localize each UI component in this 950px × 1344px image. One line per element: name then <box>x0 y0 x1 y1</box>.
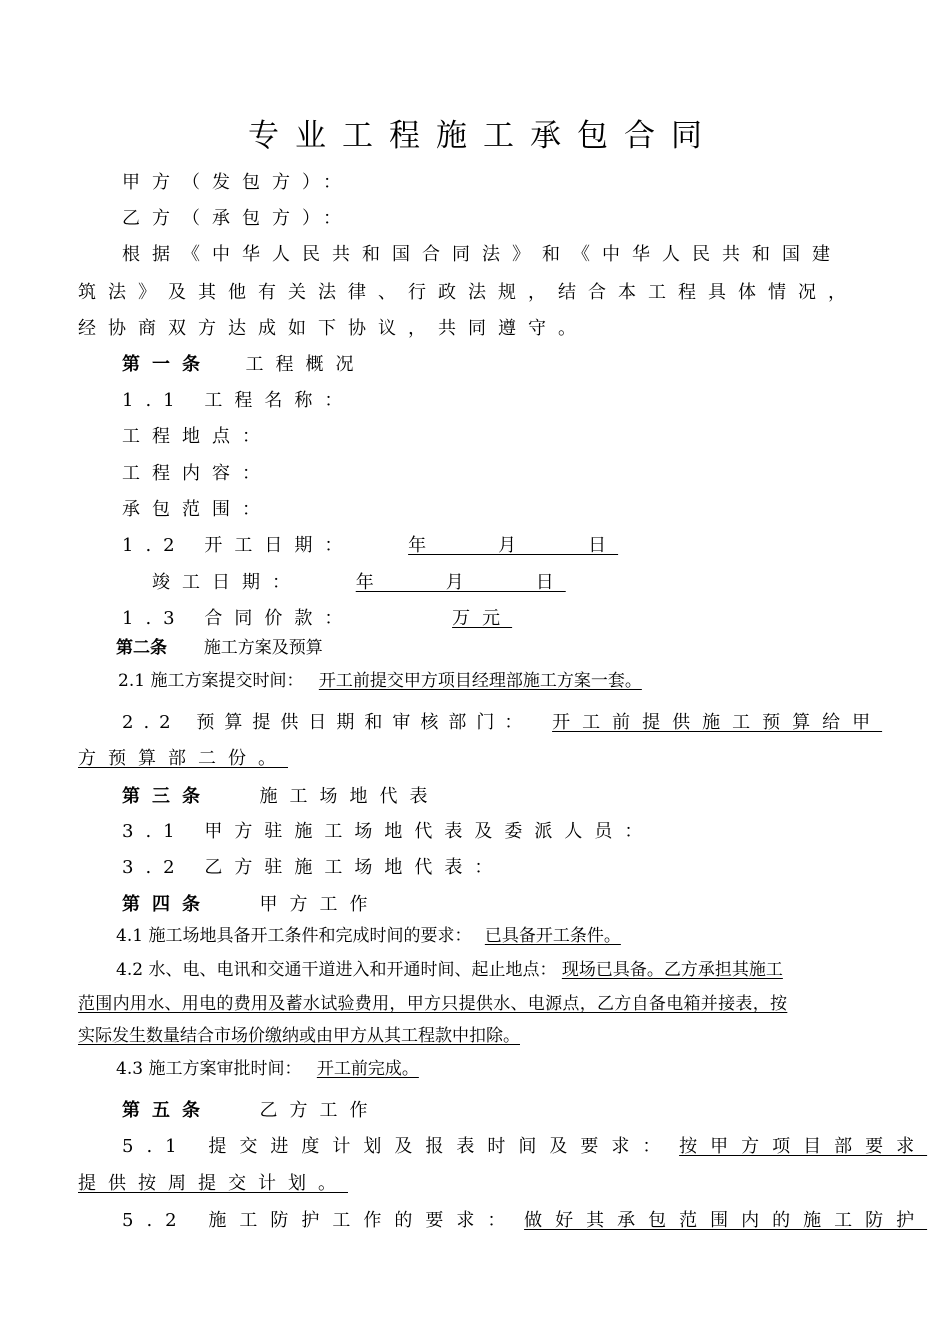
plan-approval-value: 开工前完成。 <box>316 1059 419 1079</box>
site-ready-row <box>116 924 621 948</box>
schedule-value-1: 按甲方项目部要求 <box>679 1136 928 1157</box>
utilities-value-2: 范围内用水、用电的费用及蓄水试验费用，甲方只提供水、电源点，乙方自备电箱并接表，按 <box>78 994 788 1014</box>
budget-row-1 <box>122 711 882 735</box>
protection-value-1: 做好其承包范围内的施工防护 <box>524 1210 928 1231</box>
plan-approval-row <box>116 1057 419 1081</box>
contract-scope-field: 承包范围： <box>122 499 272 520</box>
contract-price-label: 1.3 合同价款： <box>122 608 355 629</box>
article-1-title: 工程概况 <box>245 354 366 375</box>
party-b-line: 乙方（承包方）： <box>122 208 353 229</box>
finish-date-label: 竣工日期： <box>152 572 302 593</box>
plan-submit-label: 2.1 施工方案提交时间： <box>118 671 304 691</box>
party-a-line: 甲方（发包方）： <box>122 172 353 193</box>
article-4-row <box>122 893 379 917</box>
article-2-row <box>116 636 323 660</box>
contract-price-value: 万元 <box>452 608 513 629</box>
project-location-field: 工程地点： <box>122 426 272 447</box>
party-a-representative-field: 3.1 甲方驻施工场地代表及委派人员： <box>122 821 655 842</box>
start-date-row <box>122 534 619 558</box>
article-2-title: 施工方案及预算 <box>203 638 323 658</box>
intro-line-1: 根据《中华人民共和国合同法》和《中华人民共和国建 <box>122 244 842 265</box>
budget-value-2: 方预算部二份。 <box>78 748 288 769</box>
schedule-label: 5.1 提交进度计划及报表时间及要求： <box>122 1136 674 1157</box>
article-3-heading: 第三条 <box>122 786 212 807</box>
finish-date-value: 年 月 日 <box>355 572 566 593</box>
article-1-row <box>122 353 365 377</box>
article-3-row <box>122 785 439 809</box>
article-5-title: 乙方工作 <box>259 1100 380 1121</box>
plan-submit-row <box>118 669 642 693</box>
utilities-value-1: 现场已具备。乙方承担其施工 <box>561 960 783 980</box>
article-5-row <box>122 1099 379 1123</box>
start-date-value: 年 月 日 <box>408 535 619 556</box>
utilities-row-1 <box>116 958 783 982</box>
site-ready-value: 已具备开工条件。 <box>484 926 621 946</box>
contract-price-row <box>122 607 512 631</box>
document-title: 专业工程施工承包合同 <box>248 118 718 154</box>
plan-submit-value: 开工前提交甲方项目经理部施工方案一套。 <box>318 671 642 691</box>
intro-line-3: 经协商双方达成如下协议，共同遵守。 <box>78 318 588 339</box>
project-name-field: 1.1 工程名称： <box>122 390 355 411</box>
article-2-heading: 第二条 <box>116 638 167 658</box>
party-b-representative-field: 3.2 乙方驻施工场地代表： <box>122 857 505 878</box>
article-4-title: 甲方工作 <box>259 894 380 915</box>
finish-date-row <box>152 571 566 595</box>
schedule-value-2: 提供按周提交计划。 <box>78 1173 348 1194</box>
site-ready-label: 4.1 施工场地具备开工条件和完成时间的要求： <box>116 926 472 946</box>
article-4-heading: 第四条 <box>122 894 212 915</box>
budget-row-2 <box>78 747 502 771</box>
intro-line-2: 筑法》及其他有关法律、行政法规，结合本工程具体情况， <box>78 282 858 303</box>
utilities-label: 4.2 水、电、电讯和交通干道进入和开通时间、起止地点： <box>116 960 557 980</box>
budget-value-1: 开工前提供施工预算给甲 <box>552 712 883 733</box>
utilities-value-3: 实际发生数量结合市场价缴纳或由甲方从其工程款中扣除。 <box>78 1026 520 1046</box>
schedule-row-2 <box>78 1172 638 1196</box>
plan-approval-label: 4.3 施工方案审批时间： <box>116 1059 302 1079</box>
schedule-row-1 <box>122 1135 927 1159</box>
protection-row-1 <box>122 1209 927 1233</box>
article-3-title: 施工场地代表 <box>259 786 440 807</box>
article-5-heading: 第五条 <box>122 1100 212 1121</box>
article-1-heading: 第一条 <box>122 354 212 375</box>
budget-label: 2.2 预算提供日期和审核部门： <box>122 712 533 733</box>
start-date-label: 1.2 开工日期： <box>122 535 355 556</box>
protection-label: 5.2 施工防护工作的要求： <box>122 1210 519 1231</box>
project-content-field: 工程内容： <box>122 463 272 484</box>
